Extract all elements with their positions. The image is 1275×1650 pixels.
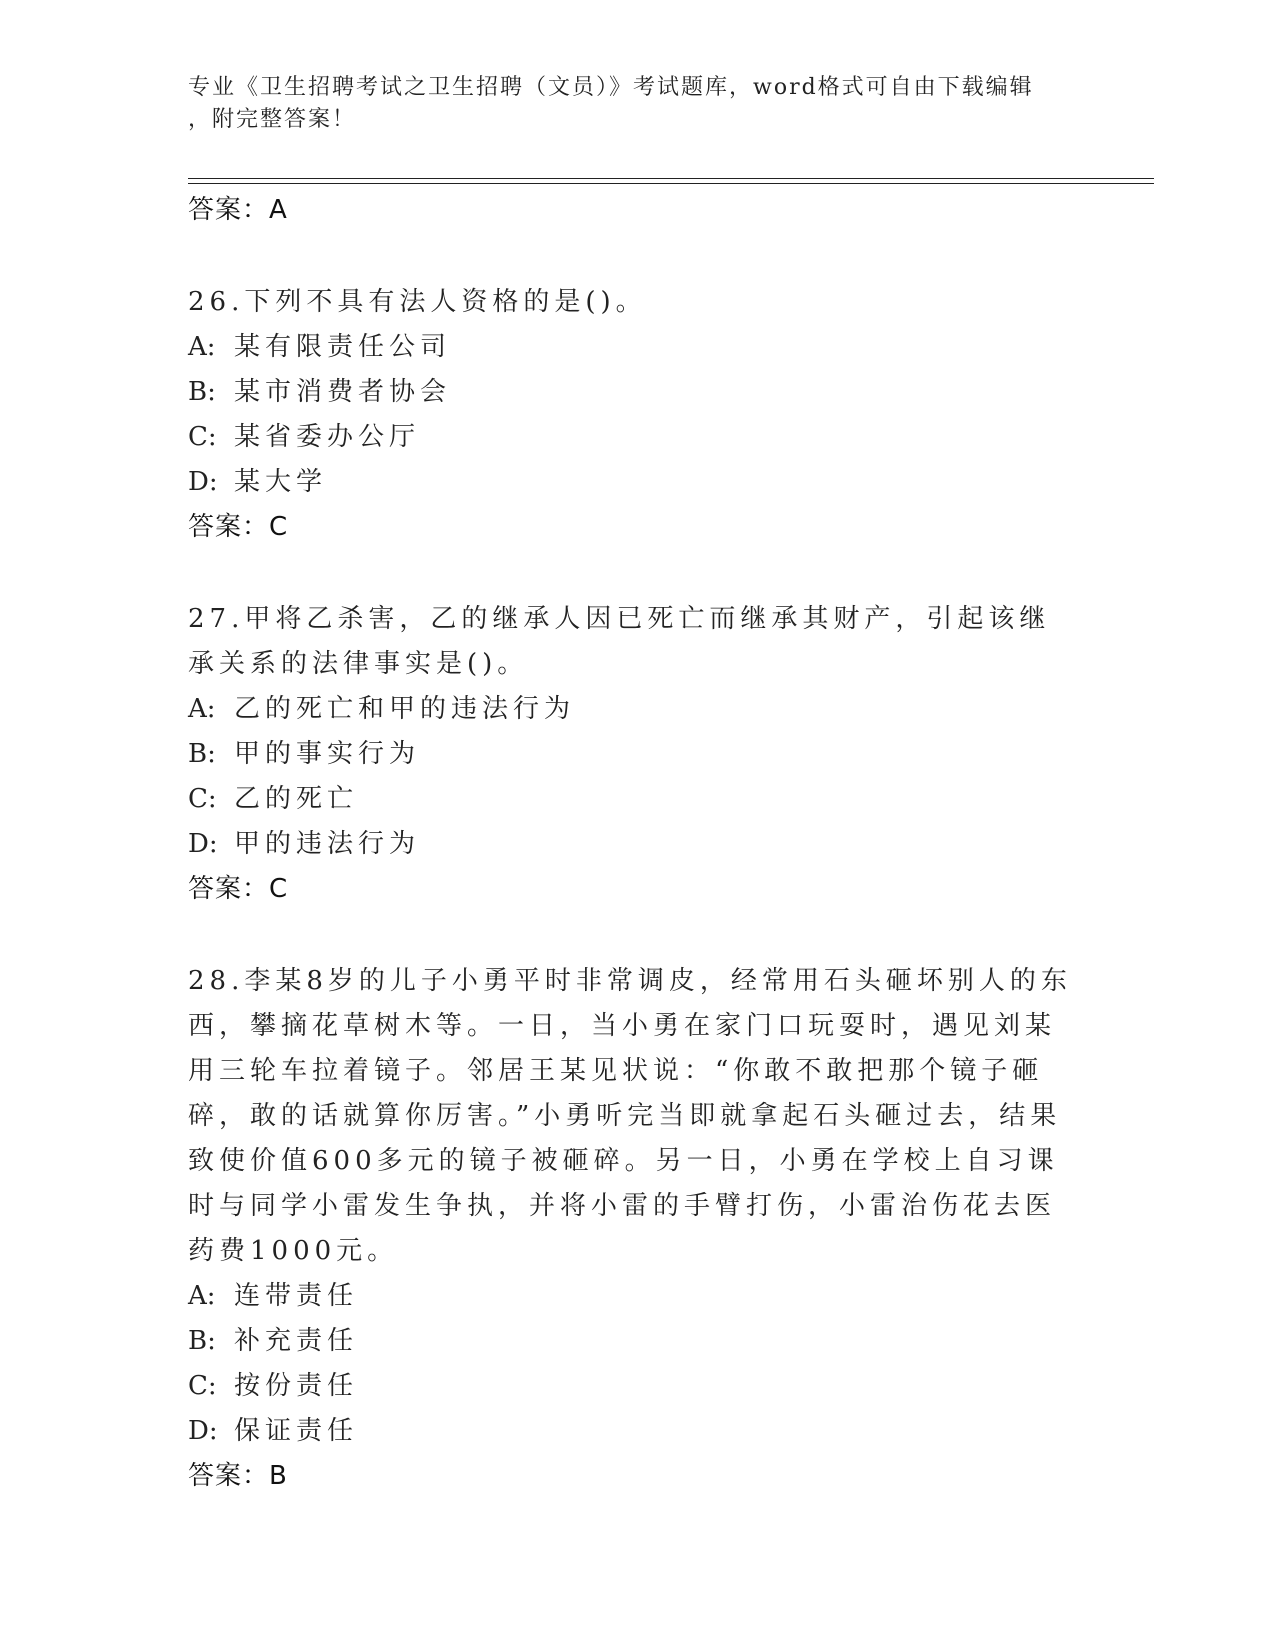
option-text: 乙的死亡和甲的违法行为 bbox=[234, 694, 576, 724]
question-26 bbox=[188, 280, 1088, 550]
option-c bbox=[188, 1364, 1088, 1409]
option-text: 按份责任 bbox=[234, 1371, 359, 1401]
answer-line: 答案：B bbox=[188, 1461, 288, 1491]
option-key: C: bbox=[188, 422, 217, 452]
option-key: D: bbox=[188, 829, 218, 859]
option-text: 某市消费者协会 bbox=[234, 377, 452, 407]
option-text: 某省委办公厅 bbox=[234, 422, 421, 452]
option-text: 某大学 bbox=[234, 467, 328, 497]
header-line-2: ，附完整答案！ bbox=[188, 107, 357, 132]
question-text: 27.甲将乙杀害，乙的继承人因已死亡而继承其财产，引起该继承关系的法律事实是()。 bbox=[188, 604, 1051, 679]
option-b bbox=[188, 732, 1088, 777]
option-d bbox=[188, 822, 1088, 867]
option-b bbox=[188, 1319, 1088, 1364]
header-divider-bottom bbox=[188, 183, 1154, 184]
option-key: A: bbox=[188, 694, 216, 724]
option-key: D: bbox=[188, 1416, 218, 1446]
option-d bbox=[188, 1409, 1088, 1454]
header-line-1: 专业《卫生招聘考试之卫生招聘（文员）》考试题库，word格式可自由下载编辑 bbox=[188, 75, 1034, 100]
option-key: B: bbox=[188, 1326, 216, 1356]
question-text: 26.下列不具有法人资格的是()。 bbox=[188, 287, 647, 317]
option-text: 甲的违法行为 bbox=[234, 829, 421, 859]
question-list bbox=[188, 188, 1088, 1499]
option-c bbox=[188, 415, 1088, 460]
option-text: 甲的事实行为 bbox=[234, 739, 421, 769]
answer-line: 答案：C bbox=[188, 874, 289, 904]
header-divider-top bbox=[188, 178, 1154, 179]
option-c bbox=[188, 777, 1088, 822]
previous-answer: 答案：A bbox=[188, 195, 288, 225]
option-a bbox=[188, 325, 1088, 370]
option-text: 保证责任 bbox=[234, 1416, 359, 1446]
option-key: C: bbox=[188, 784, 217, 814]
option-text: 连带责任 bbox=[234, 1281, 359, 1311]
option-key: B: bbox=[188, 739, 216, 769]
option-key: B: bbox=[188, 377, 216, 407]
option-key: A: bbox=[188, 332, 216, 362]
document-header bbox=[188, 72, 1068, 136]
option-key: D: bbox=[188, 467, 218, 497]
option-key: A: bbox=[188, 1281, 216, 1311]
option-b bbox=[188, 370, 1088, 415]
option-text: 补充责任 bbox=[234, 1326, 359, 1356]
answer-line: 答案：C bbox=[188, 512, 289, 542]
option-text: 乙的死亡 bbox=[234, 784, 359, 814]
option-d bbox=[188, 460, 1088, 505]
question-text: 28.李某8岁的儿子小勇平时非常调皮，经常用石头砸坏别人的东西，攀摘花草树木等。一日，当小勇在家门口玩耍时，遇见刘某用三轮车拉着镜子。邻居王某见状说：“你敢不敢把那个镜子砸碎，敢的话就算你厉害。”小勇听完当即就拿起石头砸过去，结果致使价值600多元的镜子被砸碎。另一日，小勇在学校上自习课时与同学小雷发生争执，并将小雷的手臂打伤，小雷治伤花去医药费1000元。 bbox=[188, 966, 1072, 1266]
question-27 bbox=[188, 597, 1088, 912]
option-a bbox=[188, 1274, 1088, 1319]
option-a bbox=[188, 687, 1088, 732]
option-key: C: bbox=[188, 1371, 217, 1401]
question-28 bbox=[188, 959, 1088, 1499]
option-text: 某有限责任公司 bbox=[234, 332, 452, 362]
